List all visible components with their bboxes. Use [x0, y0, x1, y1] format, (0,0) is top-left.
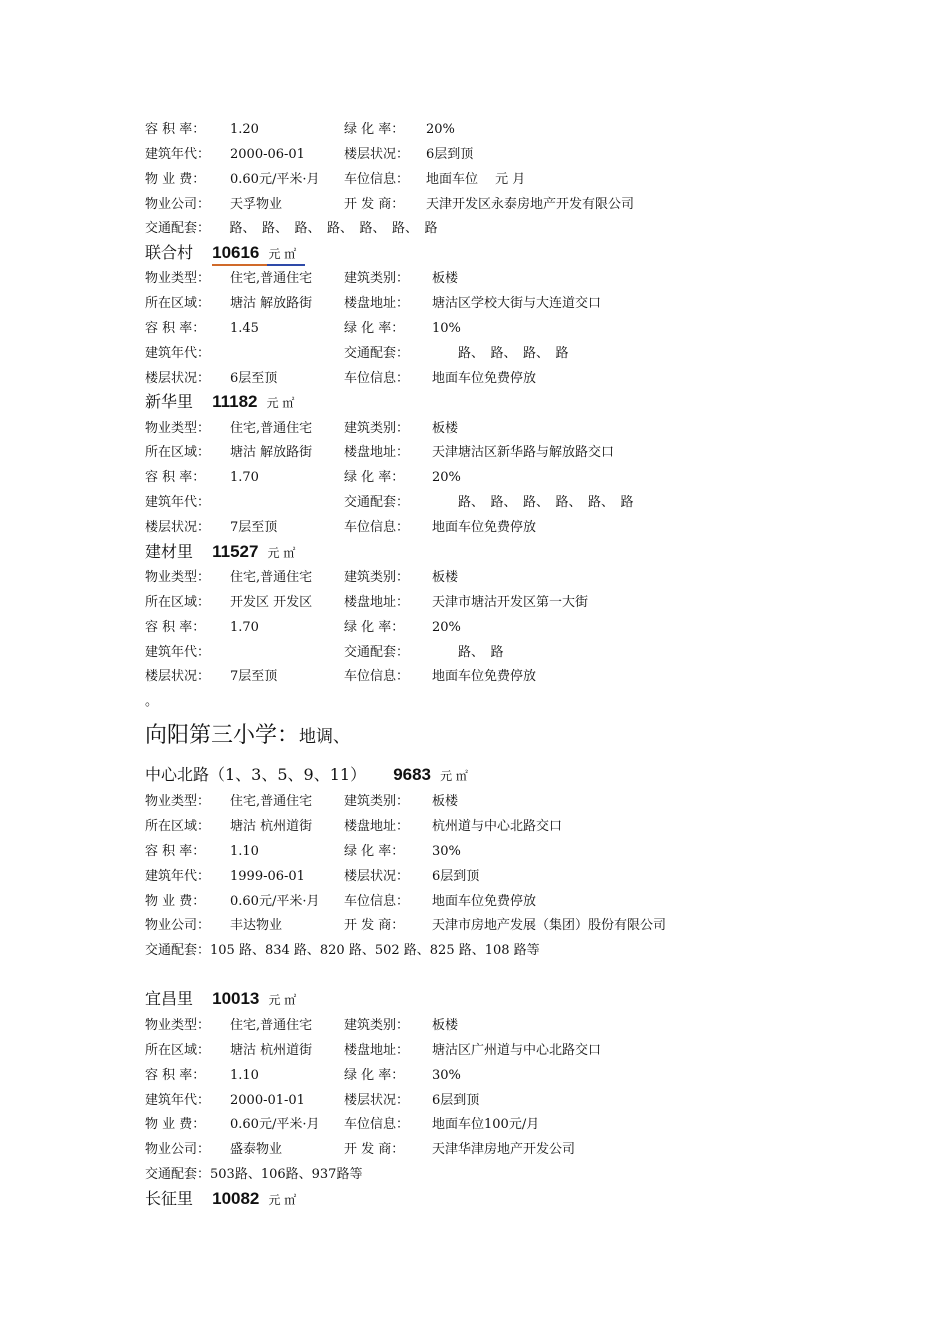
property-price: 11182 — [212, 392, 258, 411]
field-label: 绿 化 率： — [344, 122, 405, 137]
field-label: 所在区域： — [145, 445, 211, 460]
field-label: 物 业 费： — [145, 1117, 206, 1132]
field-value: 天津市房地产发展（集团）股份有限公司 — [432, 918, 667, 933]
field-value: 地面车位100元/月 — [432, 1117, 540, 1132]
field-value: 塘沽 杭州道街 — [230, 1043, 313, 1058]
field-value: 路、 路、 路、 路 — [432, 346, 569, 361]
field-label: 容 积 率： — [145, 122, 206, 137]
property-header — [145, 986, 296, 1012]
school-title: 向阳第三小学： — [145, 723, 300, 748]
field-value: 板楼 — [432, 271, 459, 286]
field-label: 建筑年代： — [145, 1093, 211, 1108]
field-value: 板楼 — [432, 1018, 459, 1033]
field-label: 物业类型： — [145, 1018, 211, 1033]
field-label: 物业类型： — [145, 794, 211, 809]
traffic-text: 交通配套：503路、106路、937路等 — [145, 1167, 363, 1182]
price-unit: 元 ㎡ — [440, 769, 468, 783]
field-label: 建筑年代： — [145, 346, 211, 361]
field-value: 杭州道与中心北路交口 — [432, 819, 563, 834]
field-label: 所在区域： — [145, 595, 211, 610]
field-label: 楼层状况： — [145, 520, 211, 535]
price-unit: 元 ㎡ — [267, 546, 296, 560]
field-value: 塘沽区广州道与中心北路交口 — [432, 1043, 602, 1058]
field-value: 天津塘沽区新华路与解放路交口 — [432, 445, 615, 460]
field-label: 车位信息： — [344, 669, 410, 684]
property-name: 新华里 — [145, 392, 194, 411]
field-label: 所在区域： — [145, 296, 211, 311]
field-label: 物业类型： — [145, 570, 211, 585]
field-label: 车位信息： — [344, 894, 410, 909]
field-value: 丰达物业 — [230, 918, 283, 933]
field-label: 绿 化 率： — [344, 470, 405, 485]
field-label: 物 业 费： — [145, 894, 206, 909]
field-value: 开发区 开发区 — [230, 595, 313, 610]
field-value: 板楼 — [432, 570, 459, 585]
field-label: 建筑类别： — [344, 271, 410, 286]
field-value: 2000-01-01 — [230, 1093, 305, 1108]
field-label: 建筑类别： — [344, 1018, 410, 1033]
price-unit: 元 ㎡ — [268, 247, 297, 261]
property-name: 长征里 — [145, 1189, 194, 1208]
property-header — [145, 539, 295, 565]
field-value: 20% — [432, 620, 461, 635]
property-price: 9683 — [393, 765, 432, 784]
field-label: 绿 化 率： — [344, 620, 405, 635]
field-value: 天津市塘沽开发区第一大街 — [432, 595, 589, 610]
field-label: 交通配套： — [344, 645, 410, 660]
field-value: 塘沽 解放路街 — [230, 445, 313, 460]
field-value: 0.60元/平米·月 — [230, 172, 320, 187]
school-heading — [145, 718, 350, 749]
property-price: 10616 — [212, 243, 260, 262]
price-unit: 元 ㎡ — [268, 1193, 297, 1207]
field-label: 楼盘地址： — [344, 819, 410, 834]
field-label: 物业公司： — [145, 1142, 211, 1157]
property-name: 宜昌里 — [145, 989, 194, 1008]
field-value: 30% — [432, 844, 461, 859]
field-value: 塘沽区学校大街与大连道交口 — [432, 296, 602, 311]
field-label: 开 发 商： — [344, 197, 405, 212]
field-value: 6层到顶 — [432, 1093, 480, 1108]
field-label: 楼盘地址： — [344, 595, 410, 610]
stray-period: 。 — [145, 694, 159, 709]
field-label: 物业类型： — [145, 271, 211, 286]
property-price: 11527 — [212, 542, 259, 561]
field-label: 建筑类别： — [344, 794, 410, 809]
field-value: 1999-06-01 — [230, 869, 305, 884]
field-label: 车位信息： — [344, 520, 410, 535]
field-value: 7层至顶 — [230, 520, 278, 535]
property-name: 联合村 — [145, 243, 194, 262]
field-label: 车位信息： — [344, 371, 410, 386]
field-value: 20% — [432, 470, 461, 485]
field-value: 20% — [426, 122, 455, 137]
traffic-text: 交通配套：105 路、834 路、820 路、502 路、825 路、108 路等 — [145, 943, 540, 958]
field-value: 1.70 — [230, 620, 259, 635]
field-value: 路、 路、 路、 路、 路、 路 — [432, 495, 634, 510]
field-label: 开 发 商： — [344, 918, 405, 933]
field-value: 30% — [432, 1068, 461, 1083]
field-label: 交通配套： — [344, 495, 410, 510]
property-header — [145, 389, 294, 415]
field-value: 塘沽 解放路街 — [230, 296, 313, 311]
field-label: 建筑年代： — [145, 869, 211, 884]
field-label: 绿 化 率： — [344, 1068, 405, 1083]
field-value: 盛泰物业 — [230, 1142, 283, 1157]
field-value: 7层至顶 — [230, 669, 278, 684]
property-name: 中心北路（1、3、5、9、11） — [145, 765, 367, 784]
field-label: 楼层状况： — [145, 371, 211, 386]
field-value: 住宅,普通住宅 — [230, 1018, 313, 1033]
field-label: 所在区域： — [145, 1043, 211, 1058]
field-label: 建筑年代： — [145, 147, 211, 162]
field-value: 2000-06-01 — [230, 147, 305, 162]
field-value: 板楼 — [432, 794, 459, 809]
field-value: 10% — [432, 321, 461, 336]
field-value: 住宅,普通住宅 — [230, 794, 313, 809]
field-label: 楼盘地址： — [344, 445, 410, 460]
field-value: 板楼 — [432, 421, 459, 436]
field-value: 1.70 — [230, 470, 259, 485]
field-value: 天津开发区永泰房地产开发有限公司 — [426, 197, 635, 212]
field-value: 地面车位 元 月 — [426, 172, 526, 187]
field-value: 路、 路 — [432, 645, 504, 660]
field-value: 1.20 — [230, 122, 259, 137]
field-label: 物业公司： — [145, 918, 211, 933]
field-label: 楼层状况： — [344, 869, 410, 884]
field-value: 住宅,普通住宅 — [230, 271, 313, 286]
field-label: 物 业 费： — [145, 172, 206, 187]
field-label: 楼盘地址： — [344, 296, 410, 311]
field-value: 1.10 — [230, 844, 259, 859]
field-label: 容 积 率： — [145, 1068, 206, 1083]
field-label: 所在区域： — [145, 819, 211, 834]
field-value: 天孚物业 — [230, 197, 283, 212]
field-label: 楼盘地址： — [344, 1043, 410, 1058]
field-value: 地面车位免费停放 — [432, 669, 537, 684]
price-unit: 元 ㎡ — [266, 396, 295, 410]
property-name: 建材里 — [145, 542, 194, 561]
field-label: 楼层状况： — [344, 1093, 410, 1108]
field-label: 楼层状况： — [344, 147, 410, 162]
field-value: 地面车位免费停放 — [432, 520, 537, 535]
field-label: 楼层状况： — [145, 669, 211, 684]
field-label: 建筑年代： — [145, 645, 211, 660]
price-group — [198, 243, 296, 263]
field-value: 6层到顶 — [426, 147, 474, 162]
field-value: 住宅,普通住宅 — [230, 570, 313, 585]
price-unit: 元 ㎡ — [268, 993, 297, 1007]
field-label: 交通配套： — [344, 346, 410, 361]
field-label: 容 积 率： — [145, 321, 206, 336]
property-header — [145, 1186, 296, 1212]
spellcheck-underline — [267, 264, 305, 266]
field-label: 物业公司： — [145, 197, 211, 212]
property-header — [145, 762, 468, 788]
field-label: 容 积 率： — [145, 620, 206, 635]
school-subtitle: 地调、 — [299, 727, 351, 747]
field-value: 塘沽 杭州道街 — [230, 819, 313, 834]
field-value: 地面车位免费停放 — [432, 894, 537, 909]
field-value: 6层到顶 — [432, 869, 480, 884]
property-price: 10013 — [212, 989, 260, 1008]
field-label: 车位信息： — [344, 1117, 410, 1132]
field-label: 绿 化 率： — [344, 844, 405, 859]
spellcheck-underline — [212, 264, 267, 266]
field-value: 1.45 — [230, 321, 259, 336]
field-label: 容 积 率： — [145, 470, 206, 485]
field-label: 绿 化 率： — [344, 321, 405, 336]
field-value: 1.10 — [230, 1068, 259, 1083]
field-label: 开 发 商： — [344, 1142, 405, 1157]
field-label: 建筑类别： — [344, 421, 410, 436]
field-value: 天津华津房地产开发公司 — [432, 1142, 576, 1157]
property-price: 10082 — [212, 1189, 260, 1208]
field-value: 0.60元/平米·月 — [230, 1117, 320, 1132]
field-label: 物业类型： — [145, 421, 211, 436]
traffic-text: 交通配套： 路、 路、 路、 路、 路、 路、 路 — [145, 221, 438, 236]
property-header — [145, 240, 296, 266]
field-label: 建筑类别： — [344, 570, 410, 585]
field-value: 住宅,普通住宅 — [230, 421, 313, 436]
field-label: 建筑年代： — [145, 495, 211, 510]
field-label: 容 积 率： — [145, 844, 206, 859]
field-value: 地面车位免费停放 — [432, 371, 537, 386]
field-value: 6层至顶 — [230, 371, 278, 386]
field-value: 0.60元/平米·月 — [230, 894, 320, 909]
field-label: 车位信息： — [344, 172, 410, 187]
